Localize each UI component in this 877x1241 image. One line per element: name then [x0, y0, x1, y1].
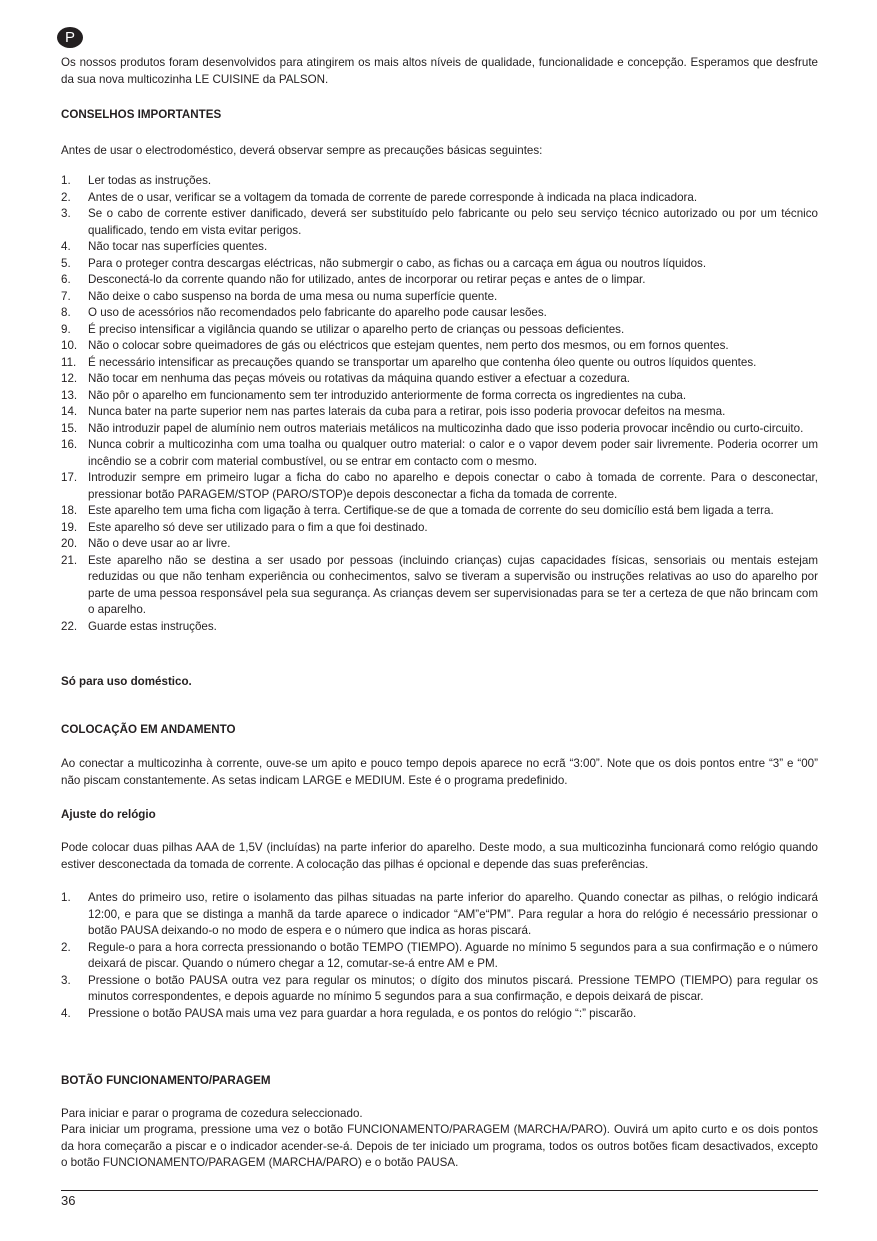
- language-badge: P: [57, 27, 83, 48]
- list-item: [61, 890, 818, 940]
- list-item: [61, 536, 818, 553]
- list-item: [61, 520, 818, 537]
- list-item: [61, 404, 818, 421]
- list-item-number: 5.: [61, 256, 71, 270]
- list-item-text: Não introduzir papel de alumínio nem outros materiais metálicos na multicozinha dado que isso poderia provocar incêndio ou curto-circuito.: [88, 421, 804, 435]
- list-item-text: Desconectá-lo da corrente quando não for utilizado, antes de incorporar ou retirar peças e antes de o limpar.: [88, 273, 646, 286]
- list-item-text: Se o cabo de corrente estiver danificado, deverá ser substituído pelo fabricante ou pelo seu serviço técnico autorizado ou por um técnico qualificado, tendo em vista evitar perigos.: [88, 207, 818, 237]
- list-item-text: Ler todas as instruções.: [88, 174, 212, 187]
- list-item: [61, 371, 818, 388]
- list-item-text: Nunca cobrir a multicozinha com uma toalha ou qualquer outro material: o calor e o vapor devem poder sair livremente. Poderia ocorrer um incêndio se a cobrir com material combustível, ou se entrar em contacto com o mesmo.: [88, 438, 818, 468]
- list-item-text: Para o proteger contra descargas eléctricas, não submergir o cabo, as fichas ou a carcaça em água ou noutros líquidos.: [88, 256, 707, 270]
- startstop-line1: Para iniciar e parar o programa de cozedura seleccionado.: [61, 1107, 363, 1120]
- list-item-number: 17.: [61, 471, 78, 484]
- list-item-text: Este aparelho só deve ser utilizado para o fim a que foi destinado.: [88, 520, 428, 534]
- list-item-text: Guarde estas instruções.: [88, 619, 217, 633]
- list-item-text: Este aparelho não se destina a ser usado por pessoas (incluindo crianças) cujas capacidades físicas, sensoriais ou mentais estejam reduzidas ou que não tenham experiência ou conhecimentos, salvo se tiveram a supervisão ou instruções relativas ao uso do aparelho por parte de uma pessoa responsável pela sua segurança. As crianças devem ser supervisionadas para se ter a certeza de que não brincam com o aparelho.: [88, 553, 818, 616]
- advice-list: [61, 173, 818, 635]
- list-item-text: Introduzir sempre em primeiro lugar a ficha do cabo no aparelho e depois conectar o cabo à tomada de corrente. Para o desconectar, pressionar botão PARAGEM/STOP (PARO/STOP)e depois desconectar a ficha da tomada de corrente.: [88, 471, 818, 501]
- list-item-text: Não tocar em nenhuma das peças móveis ou rotativas da máquina quando estiver a efectuar a cozedura.: [88, 372, 631, 385]
- list-item-number: 11.: [61, 355, 77, 369]
- list-item: [61, 239, 818, 256]
- list-item-number: 22.: [61, 619, 78, 633]
- list-item-text: Não o deve usar ao ar livre.: [88, 537, 231, 550]
- list-item: [61, 355, 818, 372]
- list-item-text: Pressione o botão PAUSA outra vez para regular os minutos; o dígito dos minutos piscará. Pressione TEMPO (TIEMPO) para regular os minutos correspondentes, e depois aguarde no mínimo 5 segundos para a sua confirmação, e depois deixará de piscar.: [88, 973, 818, 1003]
- clock-paragraph: Pode colocar duas pilhas AAA de 1,5V (incluídas) na parte inferior do aparelho. Deste modo, a sua multicozinha funcionará como relógio quando estiver desconectada da tomada de corrente. A colocação das pilhas é opcional e depende das suas preferências.: [61, 841, 818, 871]
- clock-heading: Ajuste do relógio: [61, 808, 156, 821]
- list-item: [61, 305, 818, 322]
- list-item: [61, 940, 818, 973]
- list-item: [61, 973, 818, 1006]
- advice-heading: CONSELHOS IMPORTANTES: [61, 108, 222, 121]
- list-item-text: É necessário intensificar as precauções quando se transportar um aparelho que contenha óleo quente ou outros líquidos quentes.: [88, 355, 757, 369]
- list-item-number: 6.: [61, 273, 71, 286]
- list-item: [61, 272, 818, 289]
- list-item-number: 7.: [61, 289, 71, 303]
- list-item-number: 14.: [61, 405, 78, 418]
- list-item: [61, 289, 818, 306]
- advice-lead: Antes de usar o electrodoméstico, deverá observar sempre as precauções básicas seguintes:: [61, 144, 543, 157]
- list-item-number: 8.: [61, 306, 71, 319]
- list-item-number: 13.: [61, 388, 78, 402]
- list-item-text: Pressione o botão PAUSA mais uma vez para guardar a hora regulada, e os pontos do relógio “:” piscarão.: [88, 1006, 637, 1020]
- list-item-text: Este aparelho tem uma ficha com ligação à terra. Certifique-se de que a tomada de corrente do seu domicílio está bem ligada a terra.: [88, 504, 774, 517]
- domestic-use-note: Só para uso doméstico.: [61, 675, 192, 688]
- list-item: [61, 322, 818, 339]
- list-item-number: 2.: [61, 940, 71, 954]
- startup-heading: COLOCAÇÃO EM ANDAMENTO: [61, 723, 236, 736]
- list-item-number: 19.: [61, 520, 78, 534]
- list-item-number: 1.: [61, 174, 71, 187]
- list-item-text: Não pôr o aparelho em funcionamento sem ter introduzido anteriormente de forma correcta os ingredientes na cuba.: [88, 388, 687, 402]
- list-item-number: 12.: [61, 372, 78, 385]
- startstop-heading: BOTÃO FUNCIONAMENTO/PARAGEM: [61, 1074, 271, 1087]
- list-item-number: 18.: [61, 504, 78, 517]
- startup-paragraph: Ao conectar a multicozinha à corrente, ouve-se um apito e pouco tempo depois aparece no ecrã “3:00”. Note que os dois pontos entre “3” e “00” não piscam constantemente. As setas indicam LARGE e MEDIUM. Este é o programa predefinido.: [61, 757, 818, 787]
- list-item-text: Nunca bater na parte superior nem nas partes laterais da cuba para a retirar, pois isso poderia provocar defeitos na mesma.: [88, 405, 726, 418]
- startstop-line2: Para iniciar um programa, pressione uma vez o botão FUNCIONAMENTO/PARAGEM (MARCHA/PARO). Ouvirá um apito curto e os dois pontos da hora começarão a piscar e o indicador acender-se-á. Depois de ter iniciado um programa, todos os outros botões ficam desactivados, excepto o botão FUNCIONAMENTO/PARAGEM (MARCHA/PARO) e o botão PAUSA.: [61, 1123, 818, 1169]
- clock-list: [61, 890, 818, 1022]
- list-item: [61, 503, 818, 520]
- list-item-number: 21.: [61, 553, 78, 567]
- page-number: 36: [61, 1193, 76, 1208]
- list-item: [61, 256, 818, 273]
- intro-paragraph: Os nossos produtos foram desenvolvidos para atingirem os mais altos níveis de qualidade, funcionalidade e concepção. Esperamos que desfrute da sua nova multicozinha LE CUISINE da PALSON.: [61, 56, 818, 86]
- list-item: [61, 173, 818, 190]
- list-item: [61, 619, 818, 636]
- list-item-text: Antes de o usar, verificar se a voltagem da tomada de corrente de parede corresponde à indicada na placa indicadora.: [88, 190, 698, 204]
- list-item-number: 2.: [61, 190, 71, 204]
- list-item-number: 16.: [61, 438, 78, 451]
- list-item-number: 4.: [61, 240, 71, 253]
- list-item-number: 1.: [61, 891, 71, 904]
- list-item-number: 20.: [61, 537, 78, 550]
- list-item-number: 15.: [61, 421, 78, 435]
- list-item-text: O uso de acessórios não recomendados pelo fabricante do aparelho pode causar lesões.: [88, 306, 547, 319]
- list-item-number: 9.: [61, 322, 71, 336]
- list-item-number: 4.: [61, 1006, 71, 1020]
- list-item: [61, 206, 818, 239]
- list-item-text: Não o colocar sobre queimadores de gás ou eléctricos que estejam quentes, nem perto dos mesmos, ou em fornos quentes.: [88, 339, 729, 352]
- list-item: [61, 421, 818, 438]
- list-item: [61, 470, 818, 503]
- list-item-text: Regule-o para a hora correcta pressionando o botão TEMPO (TIEMPO). Aguarde no mínimo 5 segundos para a sua confirmação e o número deixará de piscar. Quando o número chegar a 12, comutar-se-á entre AM e PM.: [88, 940, 818, 970]
- list-item-text: Não deixe o cabo suspenso na borda de uma mesa ou numa superfície quente.: [88, 289, 498, 303]
- list-item-text: Não tocar nas superfícies quentes.: [88, 240, 268, 253]
- list-item-number: 10.: [61, 339, 78, 352]
- list-item-number: 3.: [61, 207, 71, 220]
- list-item: [61, 553, 818, 619]
- list-item: [61, 338, 818, 355]
- list-item: [61, 1006, 818, 1023]
- list-item: [61, 388, 818, 405]
- list-item-text: Antes do primeiro uso, retire o isolamento das pilhas situadas na parte inferior do aparelho. Quando conectar as pilhas, o relógio indicará 12:00, e para que se distinga a manhã da tarde aparece o indicador “AM”e“PM”. Para regular a hora do relógio é necessário pressionar o botão PAUSA deixando-o no modo de espera e o número que indica as horas piscará.: [88, 891, 818, 937]
- footer-rule: [61, 1190, 818, 1191]
- list-item-number: 3.: [61, 973, 71, 987]
- list-item: [61, 190, 818, 207]
- list-item: [61, 437, 818, 470]
- list-item-text: É preciso intensificar a vigilância quando se utilizar o aparelho perto de crianças ou pessoas deficientes.: [88, 322, 625, 336]
